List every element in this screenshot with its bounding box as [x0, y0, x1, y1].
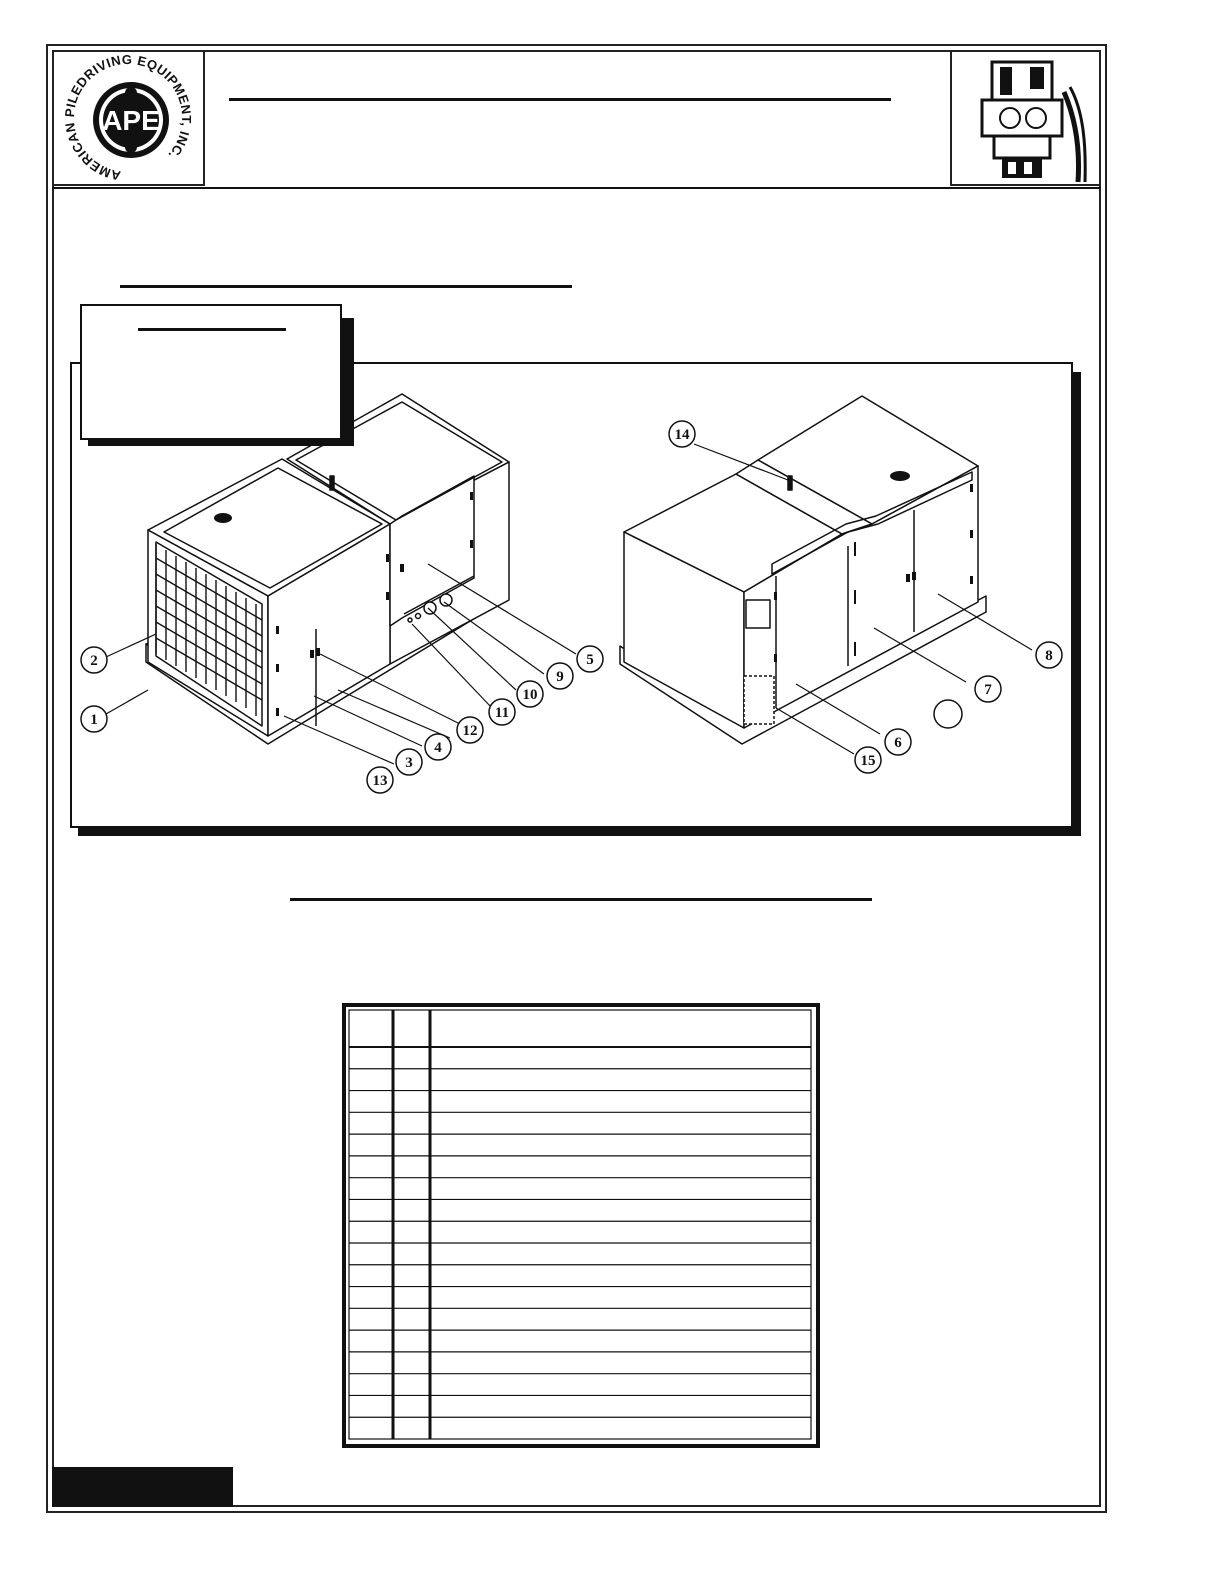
svg-text:8: 8 — [1045, 648, 1053, 664]
parts-list-heading-rule — [290, 898, 872, 901]
svg-text:7: 7 — [984, 682, 992, 698]
svg-text:5: 5 — [586, 652, 594, 668]
svg-text:12: 12 — [462, 723, 478, 739]
svg-text:15: 15 — [860, 753, 876, 769]
note-box-heading-rule — [138, 328, 286, 331]
callout-9 — [547, 663, 573, 689]
callout-14 — [669, 421, 695, 447]
callout-11 — [489, 699, 515, 725]
parts-table — [342, 1003, 820, 1448]
svg-text:1: 1 — [90, 712, 98, 728]
svg-text:14: 14 — [674, 427, 690, 443]
callout-12 — [457, 717, 483, 743]
callout-7 — [975, 676, 1001, 702]
svg-text:9: 9 — [556, 669, 564, 685]
svg-text:2: 2 — [90, 653, 98, 669]
page-number-tab — [52, 1467, 233, 1507]
svg-text:13: 13 — [372, 773, 388, 789]
callout-2 — [81, 647, 107, 673]
logo-ring-text: AMERICAN PILEDRIVING EQUIPMENT, INC. — [61, 52, 195, 184]
callout-13 — [367, 767, 393, 793]
callout-10 — [517, 681, 543, 707]
svg-text:11: 11 — [494, 705, 510, 721]
callout-5 — [577, 646, 603, 672]
callout-4 — [425, 734, 451, 760]
svg-text:6: 6 — [894, 735, 902, 751]
callout-8 — [1036, 642, 1062, 668]
svg-text:10: 10 — [522, 687, 538, 703]
svg-text:3: 3 — [405, 755, 413, 771]
svg-text:4: 4 — [434, 740, 442, 756]
callout-blank — [934, 700, 962, 728]
callout-3 — [396, 749, 422, 775]
title-rule — [229, 98, 891, 101]
callout-6 — [885, 729, 911, 755]
parts-table-grid — [346, 1007, 816, 1444]
section-heading-rule — [120, 285, 572, 288]
callout-1 — [81, 706, 107, 732]
header-divider — [52, 187, 1101, 189]
callout-15 — [855, 747, 881, 773]
logo-initials: APE — [102, 105, 160, 136]
note-box — [80, 304, 342, 440]
company-logo — [52, 50, 205, 186]
product-thumbnail — [950, 50, 1101, 186]
